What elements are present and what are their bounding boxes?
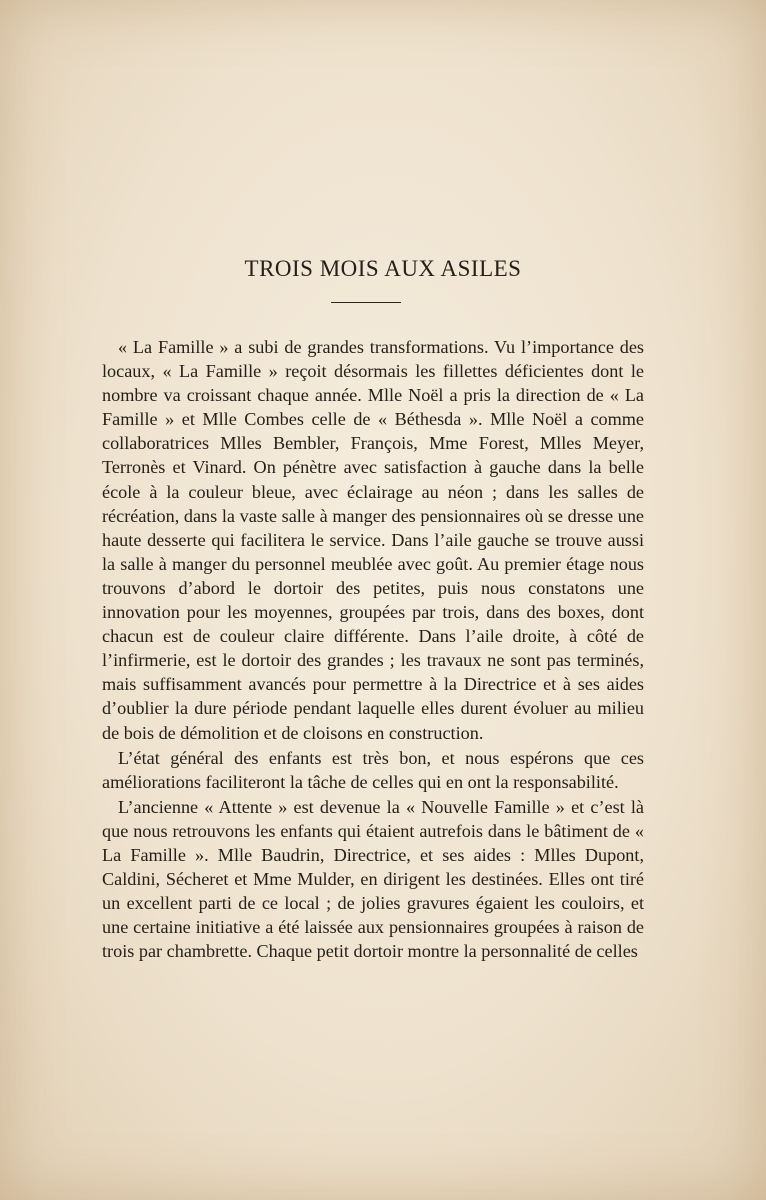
- title-rule: [331, 302, 401, 303]
- page-title: TROIS MOIS AUX ASILES: [244, 256, 522, 281]
- paragraph-3: L’ancienne « Attente » est devenue la « Nouvelle Famille » et c’est là que nous retrouvons les enfants qui étaient autrefois dans le bâtiment de « La Famille ». Mlle Baudrin, Directrice, et ses aides : Mlles Dupont, Caldini, Sécheret et Mme Mulder, en dirigent les destinées. Elles ont tiré un excellent parti de ce local ; de jolies gravures égaient les couloirs, et une certaine initiative a été laissée aux pensionnaires groupées à raison de trois par chambrette. Chaque petit dortoir montre la personnalité de celles: [102, 796, 644, 962]
- paragraph-1: « La Famille » a subi de grandes transformations. Vu l’importance des locaux, « La Famille » reçoit désormais les fillettes déficientes dont le nombre va croissant chaque année. Mlle Noël a pris la direction de « La Famille » et Mlle Combes celle de « Béthesda ». Mlle Noël a comme collaboratrices Mlles Bembler, François, Mme Forest, Mlles Meyer, Terronès et Vinard. On pénètre avec satisfaction à gauche dans la belle école à la couleur bleue, avec éclairage au néon ; dans les salles de récréation, dans la vaste salle à manger des pensionnaires où se dresse une haute desserte qui facilitera le service. Dans l’aile gauche se trouve aussi la salle à manger du personnel meublée avec goût. Au premier étage nous trouvons d’abord le dortoir des petites, puis nous constatons une innovation pour les moyennes, groupées par trois, dans des boxes, dont chacun est de couleur claire différente. Dans l’aile droite, à côté de l’infirmerie, est le dortoir des grandes ; les travaux ne sont pas terminés, mais suffisamment avancés pour permettre à la Directrice et à ses aides d’oublier la dure période pendant laquelle elles durent évoluer au milieu de bois de démolition et de cloisons en construction.: [102, 337, 644, 743]
- paragraph-2: L’état général des enfants est très bon, et nous espérons que ces améliorations faciliteront la tâche de celles qui en ont la responsabilité.: [102, 747, 644, 792]
- body-text: [102, 335, 644, 964]
